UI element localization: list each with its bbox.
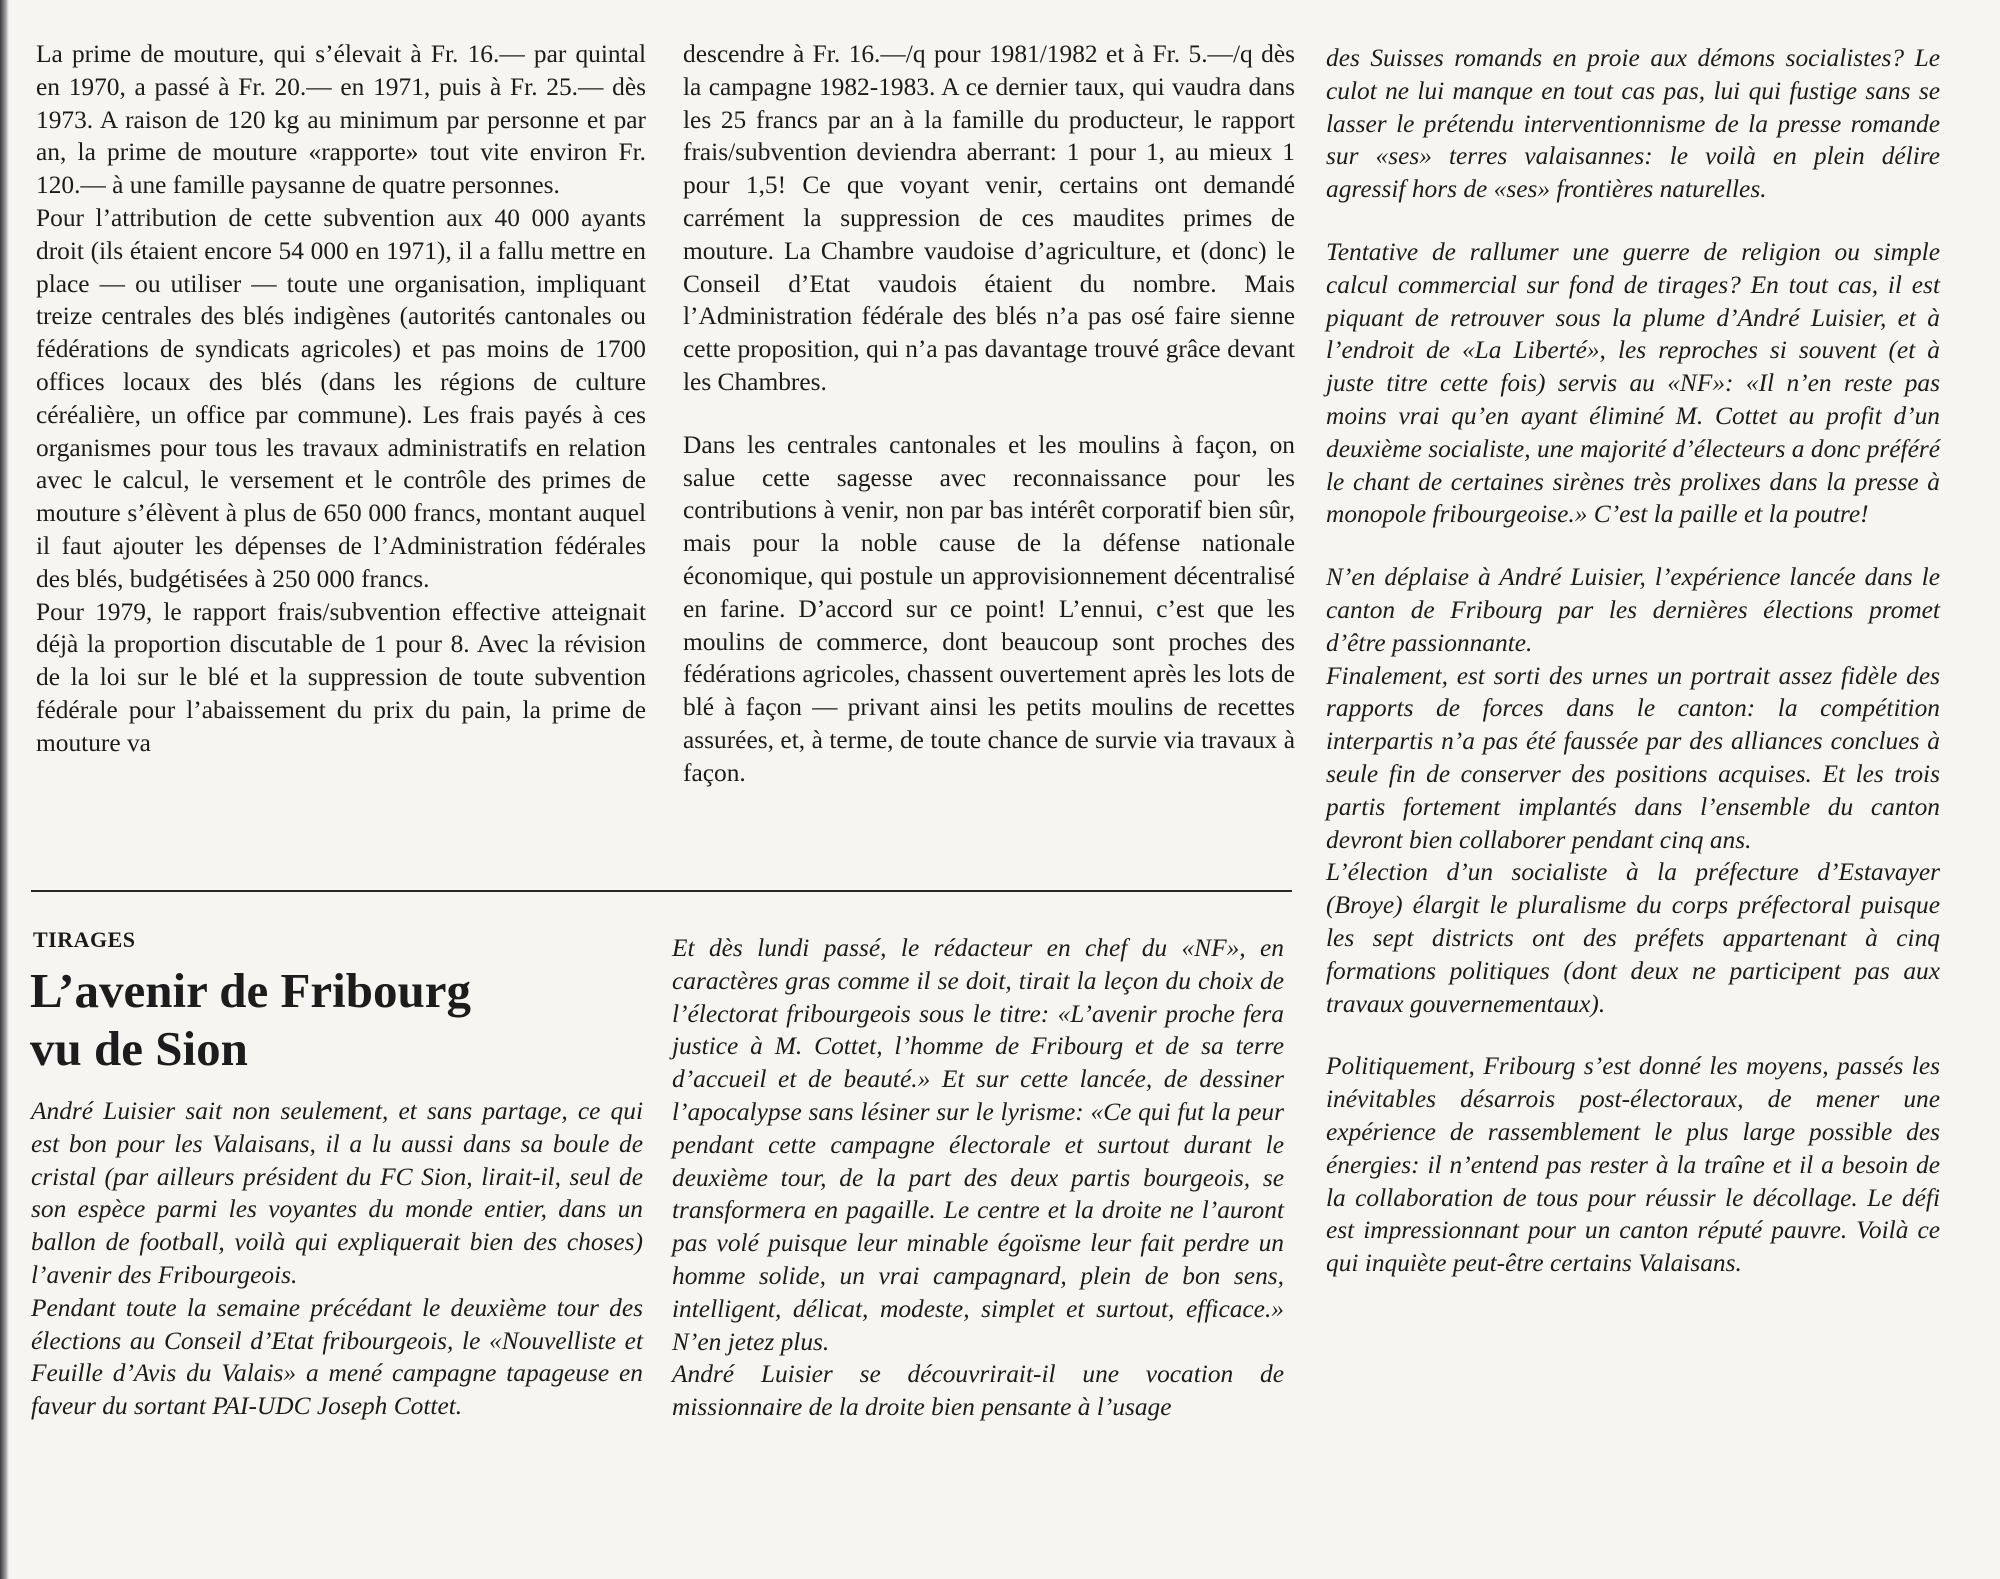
paragraph: Tentative de rallumer une guerre de religion ou simple calcul commercial sur fond de tirages? En tout cas, il est piquant de retrouver sous la plume d’André Luisier, et à l’endroit de «La Liberté», les reproches si souvent (et à juste titre cette fois) servis au «NF»: «Il n’en reste pas moins vrai qu’en ayant éliminé M. Cottet au profit d’un deuxième socialiste, une majorité d’électeurs a donc préféré le chant de certaines sirènes très prolixes dans la presse à monopole fribourgeoise.» C’est la paille et la poutre! [1326, 237, 1940, 529]
article-headline [30, 962, 650, 1078]
paragraph-gap [1326, 206, 1940, 236]
paragraph: N’en déplaise à André Luisier, l’expérience lancée dans le canton de Fribourg par les dernières élections promet d’être passionnante. [1326, 563, 1940, 657]
paragraph: Finalement, est sorti des urnes un portrait assez fidèle des rapports de forces dans le canton: la compétition interpartis n’a pas été faussée par des alliances conclues à seule fin de conserver des positions acquises. Et les trois partis fortement implantés dans l’ensemble du canton devront bien collaborer pendant cinq ans. [1326, 661, 1940, 854]
paragraph: Et dès lundi passé, le rédacteur en chef du «NF», en caractères gras comme il se doit, tirait la leçon du choix de l’électorat fribourgeois sous le titre: «L’avenir proche fera justice à M. Cottet, l’homme de Fribourg et de sa terre d’accueil et de beauté.» Et sur cette lancée, de dessiner l’apocalypse sans lésiner sur le lyrisme: «Ce qui fut la peur pendant cette campagne électorale et surtout durant le deuxième tour, de la part des deux partis bourgeois, se transformera en pagaille. Le centre et la droite ne l’auront pas volé puisque leur minable égoïsme leur fait perdre un homme solide, un vrai campagnard, plein de bon sens, intelligent, délicat, modeste, simplet et surtout, efficace.» N’en jetez plus. [672, 934, 1284, 1356]
article-column-middle [672, 932, 1284, 1424]
paragraph: Pour l’attribution de cette subvention aux 40 000 ayants droit (ils étaient encore 54 000 en 1971), il a fallu mettre en place — ou utiliser — toute une organisation, impliquant treize centrales des blés indigènes (autorités cantonales ou fédérations de syndicats agricoles) et pas moins de 1700 offices locaux des blés (dans les régions de culture céréalière, un office par commune). Les frais payés à ces organismes pour tous les travaux administratifs en relation avec le calcul, le versement et le contrôle des primes de mouture s’élèvent à plus de 650 000 francs, montant auquel il faut ajouter les dépenses de l’Administration fédérales des blés, budgétisées à 250 000 francs. [36, 203, 646, 593]
paragraph-gap [683, 399, 1295, 429]
paragraph: Pour 1979, le rapport frais/subvention effective atteignait déjà la proportion discutable de 1 pour 8. Avec la révision de la loi sur le blé et la suppression de toute subvention fédérale pour l’abaissement du prix du pain, la prime de mouture va [36, 597, 646, 757]
paragraph: Politiquement, Fribourg s’est donné les moyens, passés les inévitables désarrois post-électoraux, de mener une expérience de rassemblement le plus large possible des énergies: il n’entend pas rester à la traîne et il a besoin de la collaboration de tous pour réussir le décollage. Le défi est impressionnant pour un canton réputé pauvre. Voilà ce qui inquiète peut-être certains Valaisans. [1326, 1052, 1940, 1278]
article-kicker: TIRAGES [33, 927, 136, 952]
article-column-left [31, 1095, 643, 1423]
paragraph-gap [1326, 531, 1940, 561]
paragraph: André Luisier sait non seulement, et sans partage, ce qui est bon pour les Valaisans, il a lu aussi dans sa boule de cristal (par ailleurs président du FC Sion, lirait-il, seul de son espèce parmi les voyantes du monde entier, dans un ballon de football, voilà qui expliquerait bien des choses) l’avenir des Fribourgeois. [31, 1097, 643, 1289]
paragraph: La prime de mouture, qui s’élevait à Fr. 16.— par quintal en 1970, a passé à Fr. 20.— en 1971, puis à Fr. 25.— dès 1973. A raison de 120 kg au minimum par personne et par an, la prime de mouture «rapporte» tout vite environ Fr. 120.— à une famille paysanne de quatre personnes. [36, 40, 646, 200]
scan-binding-edge [0, 0, 9, 1579]
article-column-right [1326, 42, 1940, 1280]
paragraph: descendre à Fr. 16.—/q pour 1981/1982 et à Fr. 5.—/q dès la campagne 1982-1983. A ce dernier taux, qui vaudra dans les 25 francs par an à la famille du producteur, le rapport frais/subvention deviendra aberrant: 1 pour 1, au mieux 1 pour 1,5! Ce que voyant venir, certains ont demandé carrément la suppression de ces maudites primes de mouture. La Chambre vaudoise d’agriculture, et (donc) le Conseil d’Etat vaudois étaient du nombre. Mais l’Administration fédérale des blés n’a pas osé faire sienne cette proposition, qui n’a pas davantage trouvé grâce devant les Chambres. [683, 40, 1295, 396]
top-column-2 [683, 38, 1295, 790]
paragraph: Dans les centrales cantonales et les moulins à façon, on salue cette sagesse avec reconnaissance pour les contributions à venir, non par bas intérêt corporatif bien sûr, mais pour la noble cause de la défense nationale économique, qui postule un approvisionnement décentralisé en farine. D’accord sur ce point! L’ennui, c’est que les moulins de commerce, dont beaucoup sont proches des fédérations agricoles, chassent ouvertement après les lots de blé à façon — privant ainsi les petits moulins de recettes assurées, et, à terme, de toute chance de survie via travaux à façon. [683, 430, 1295, 787]
headline-line: L’avenir de Fribourg [30, 963, 472, 1018]
headline-line: vu de Sion [30, 1021, 248, 1076]
section-divider [31, 890, 1292, 892]
paragraph: André Luisier se découvrirait-il une vocation de missionnaire de la droite bien pensante à l’usage [672, 1360, 1284, 1422]
top-column-1 [36, 38, 646, 760]
paragraph: Pendant toute la semaine précédant le deuxième tour des élections au Conseil d’Etat fribourgeois, le «Nouvelliste et Feuille d’Avis du Valais» a mené campagne tapageuse en faveur du sortant PAI-UDC Joseph Cottet. [31, 1293, 643, 1421]
paragraph: L’élection d’un socialiste à la préfecture d’Estavayer (Broye) élargit le pluralisme du corps préfectoral puisque les sept districts ont des préfets appartenant à cinq formations politiques (dont deux ne participent pas aux travaux gouvernementaux). [1326, 858, 1940, 1018]
paragraph-gap [1326, 1020, 1940, 1050]
paragraph: des Suisses romands en proie aux démons socialistes? Le culot ne lui manque en tout cas pas, lui qui fustige sans se lasser le prétendu interventionnisme de la presse romande sur «ses» terres valaisannes: le voilà en plein délire agressif hors de «ses» frontières naturelles. [1326, 44, 1940, 204]
